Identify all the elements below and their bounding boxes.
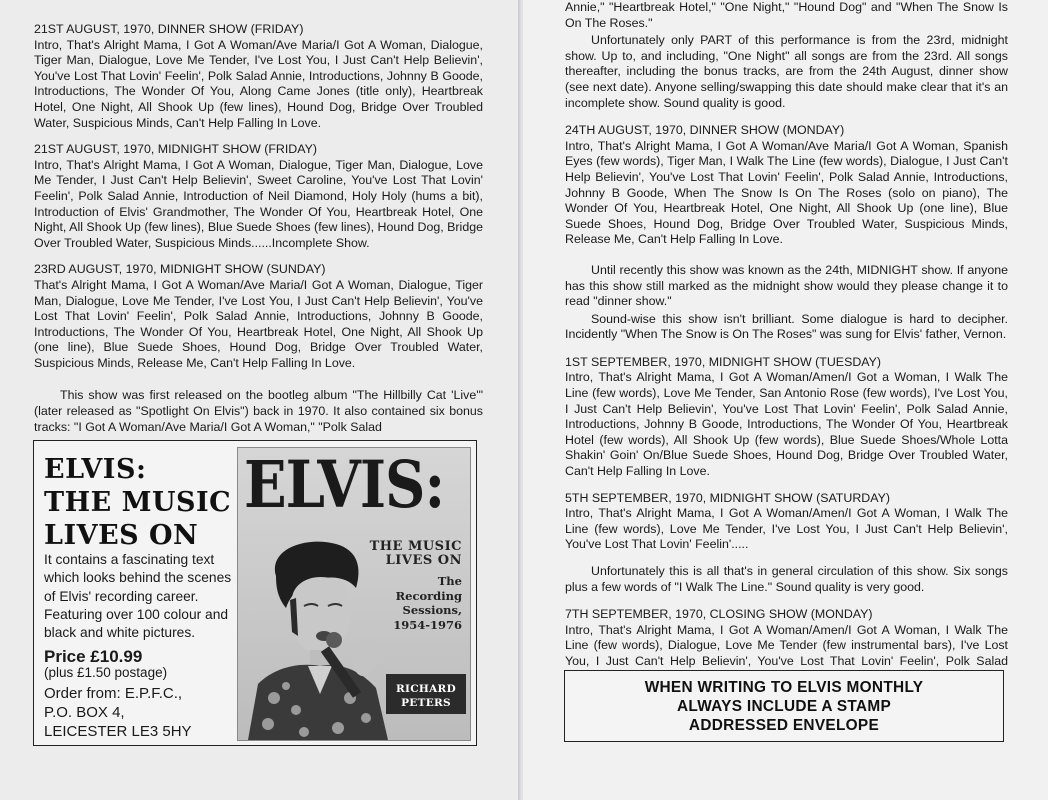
- show-heading: 1ST SEPTEMBER, 1970, MIDNIGHT SHOW (TUESDAY): [565, 354, 882, 369]
- advert-price: Price £10.99: [44, 647, 143, 666]
- cover-title: ELVIS:: [244, 447, 445, 524]
- continued-paragraph: Annie," "Heartbreak Hotel," "One Night," "Hound Dog" and "When The Snow Is On The Roses.": [565, 0, 1008, 30]
- setlist-text: Intro, That's Alright Mama, I Got A Woman/Amen/I Got A Woman, I Walk The Line (few words), Love Me Tender, I've Lost You, I Just Can't Help Believin', You've Lost That Lovin' Feelin'.....: [565, 506, 1008, 552]
- setlist-text: Intro, That's Alright Mama, I Got A Woman/Ave Maria/I Got A Woman, Dialogue, Tiger Man, Dialogue, Love Me Tender, I've Lost You, I Just Can't Help Believin', You've Lost That Lovin' Feelin', Polk Salad Annie, Introductions, Johnny B Goode, Introductions, The Wonder Of You, Along Came Jones (title only), Heartbreak Hotel, One Night, All Shook Up (few lines), Hound Dog, Bridge Over Troubled Water, Suspicious Minds, Can't Help Falling In Love.: [34, 37, 483, 130]
- note-paragraph: Until recently this show was known as the 24th, MIDNIGHT show. If anyone has this show still marked as the midnight show would they please change it to read "dinner show.": [565, 262, 1008, 309]
- show-heading: 5TH SEPTEMBER, 1970, MIDNIGHT SHOW (SATURDAY): [565, 490, 890, 505]
- setlist-text: Intro, That's Alright Mama, I Got A Woman/Amen/I Got A Woman, I Walk The Line (few words), Dialogue, Love Me Tender (few instrumental bars), I've Lost You, I Just Can't Help Believin', You've Lost That Lovin' Feelin', Polk Salad: [565, 622, 1008, 668]
- book-advert: [33, 440, 477, 746]
- show-heading: 21ST AUGUST, 1970, MIDNIGHT SHOW (FRIDAY): [34, 142, 317, 157]
- note-paragraph: Unfortunately this is all that's in general circulation of this show. Six songs plus a few words of "I Walk The Line." Sound quality is very good.: [565, 564, 1008, 594]
- show-heading: 24TH AUGUST, 1970, DINNER SHOW (MONDAY): [565, 123, 845, 138]
- show-entry: [34, 142, 483, 251]
- show-entry: [34, 262, 483, 371]
- show-entry: [565, 491, 1008, 553]
- advert-title: ELVIS: THE MUSIC LIVES ON: [44, 454, 232, 551]
- cover-subtitle-sessions: The Recording Sessions, 1954-1976: [393, 574, 462, 632]
- setlist-text: That's Alright Mama, I Got A Woman/Ave Maria/I Got A Woman, Dialogue, Tiger Man, Dialogue, Love Me Tender, I've Lost You, I Just Can't Help Believin', You've Lost That Lovin' Feelin', Polk Salad Annie, Introductions, Johnny B Goode, Introductions, The Wonder Of You, Heartbreak Hotel, One Night, All Shook Up (one line), Blue Suede Shoes, Hound Dog, Bridge Over Troubled Water, Suspicious Minds, Release Me, Can't Help Falling In Love.: [34, 277, 483, 370]
- show-heading: 23RD AUGUST, 1970, MIDNIGHT SHOW (SUNDAY): [34, 262, 326, 277]
- setlist-text: Intro, That's Alright Mama, I Got A Woman/Ave Maria/I Got A Woman, Spanish Eyes (few words), Tiger Man, I Walk The Line (few words), Dialogue, I Just Can't Help Believin', You've Lost That Lovin' Feelin', Polk Salad Annie, Introductions, Johnny B Goode, When The Snow Is On The Roses (solo on piano), The Wonder Of You, Heartbreak Hotel, One Night, All Shook Up (one line), Blue Suede Shoes, Hound Dog, Bridge Over Troubled Water, Suspicious Minds, Release Me, Can't Help Falling In Love.: [565, 138, 1008, 247]
- setlist-text: Intro, That's Alright Mama, I Got A Woman, Dialogue, Tiger Man, Dialogue, Love Me Tender, I Just Can't Help Believin', Sweet Caroline, You've Lost That Lovin' Feelin', Polk Salad Annie, Introduction of Neil Diamond, Holy Holy (hums a bit), Introduction of Elvis' Grandmother, The Wonder Of You, Heartbreak Hotel, One Night, All Shook Up (few lines), Blue Suede Shoes (few lines), Hound Dog, Bridge Over Troubled Water, Suspicious Minds......Incomplete Show.: [34, 157, 483, 250]
- cover-author: RICHARD PETERS: [396, 683, 456, 709]
- show-heading: 7TH SEPTEMBER, 1970, CLOSING SHOW (MONDAY): [565, 607, 873, 622]
- show-heading: 21ST AUGUST, 1970, DINNER SHOW (FRIDAY): [34, 22, 304, 36]
- book-cover-image: [237, 447, 471, 741]
- note-paragraph: Unfortunately only PART of this performance is from the 23rd, midnight show. Up to, and including, "One Night" all songs are from the 23rd. All songs thereafter, including the bonus tracks, are from the 24th August, dinner show (see next date). Anyone selling/swapping this date should make clear that it's an incomplete show. Sound quality is good.: [565, 33, 1008, 110]
- show-entry: [565, 123, 1008, 248]
- advert-order-address: Order from: E.P.F.C., P.O. BOX 4, LEICESTER LE3 5HY: [44, 685, 192, 740]
- release-note-paragraph: This show was first released on the bootleg album "The Hillbilly Cat 'Live'" (later released as "Spotlight On Elvis") back in 1970. It also contained six bonus tracks: "I Got A Woman/Ave Maria/I Got A Woman," "Polk Salad: [34, 388, 483, 434]
- note-paragraph: Sound-wise this show isn't brilliant. Some dialogue is hard to decipher. Incidently "When The Snow is On The Roses" was sung for Elvis' father, Vernon.: [565, 311, 1008, 342]
- show-entry: [34, 22, 483, 131]
- writing-notice-box: WHEN WRITING TO ELVIS MONTHLY ALWAYS INCLUDE A STAMP ADDRESSED ENVELOPE: [564, 670, 1004, 742]
- setlist-text: Intro, That's Alright Mama, I Got A Woman/Amen/I Got a Woman, I Walk The Line (few words), Love Me Tender, San Antonio Rose (few words), I've Lost You, I Just Can't Help Believin', You've Lost That Lovin' Feelin', Polk Salad Annie, Introductions, Johnny B Goode, Introductions, The Wonder Of You, Heartbreak Hotel (few words), All Shook Up (few words), Blue Suede Shoes/Whole Lotta Shakin' Goin' On/Blue Suede Shoes, Hound Dog, Bridge Over Troubled Water, Can't Help Falling In Love.: [565, 370, 1008, 479]
- cover-subtitle: THE MUSIC LIVES ON: [369, 539, 462, 568]
- advert-postage: (plus £1.50 postage): [44, 665, 168, 680]
- show-entry: [565, 355, 1008, 480]
- advert-description: It contains a fascinating text which looks behind the scenes of Elvis' recording career. Featuring over 100 colour and black and white pictures.: [44, 552, 232, 641]
